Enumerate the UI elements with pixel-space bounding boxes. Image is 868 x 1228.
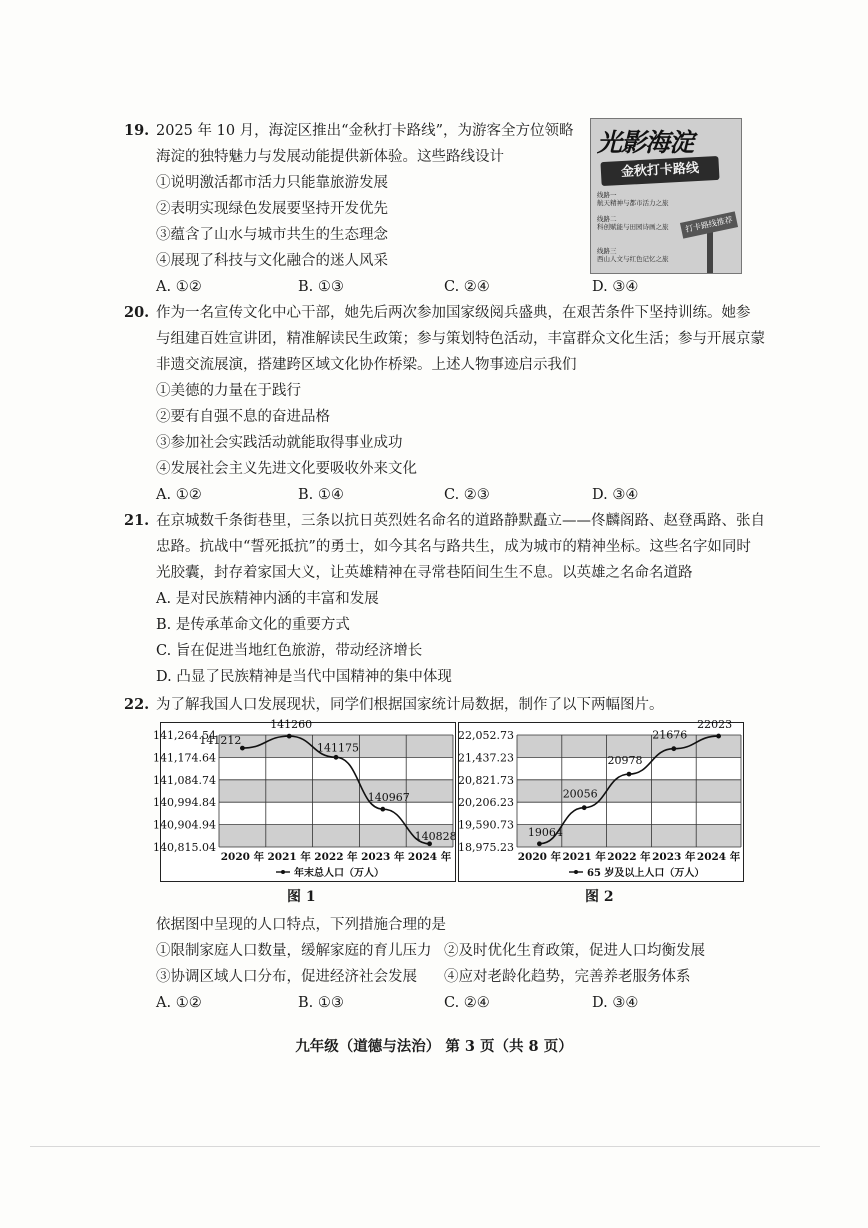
q19-choice-a: A. ①② (156, 279, 202, 295)
q19-choice-c: C. ②④ (444, 279, 490, 295)
fig2-legend-label: 65 岁及以上人口（万人） (587, 868, 705, 879)
q22-choice-d: D. ③④ (592, 995, 639, 1011)
fig2-data-label: 20978 (607, 754, 643, 768)
fig2-data-point (671, 746, 676, 751)
poster-route2: 科创赋能与田园诗画之旅 (597, 223, 669, 231)
fig2-data-point (627, 772, 632, 777)
fig1-ytick-label: 140,994.84 (153, 796, 216, 810)
fig1-ytick-label: 140,815.04 (153, 841, 216, 854)
q20-option-4: ④发展社会主义先进文化要吸收外来文化 (156, 461, 417, 477)
q22-option-4: ④应对老龄化趋势，完善养老服务体系 (444, 969, 691, 985)
fig1-legend-marker (281, 870, 285, 874)
q20-stem-line1: 作为一名宣传文化中心干部，她先后两次参加国家级阅兵盛典，在艰苦条件下坚持训练。她参 (156, 305, 751, 321)
fig1-data-label: 140967 (367, 791, 410, 805)
poster-route1-name: 线路一 (597, 191, 617, 199)
q22-prompt: 依据图中呈现的人口特点，下列措施合理的是 (156, 917, 446, 933)
q20-choice-b: B. ①④ (298, 487, 344, 503)
poster-sign: 打卡路线推荐 (680, 211, 738, 238)
fig2-ytick-label: 18,975.23 (458, 841, 514, 854)
fig1-ytick-label: 141,084.74 (153, 773, 216, 787)
q20-option-3: ③参加社会实践活动就能取得事业成功 (156, 435, 403, 451)
q19-stem-line2: 海淀的独特魅力与发展动能提供新体验。这些路线设计 (156, 149, 504, 165)
q19-number: 19. (124, 122, 150, 139)
fig1-data-label: 141212 (199, 734, 242, 748)
q21-stem-line3: 光胶囊，封存着家国大义，让英雄精神在寻常巷陌间生生不息。以英雄之名命名道路 (156, 565, 693, 581)
bottom-divider (30, 1146, 820, 1147)
q22-stem: 为了解我国人口发展现状，同学们根据国家统计局数据，制作了以下两幅图片。 (156, 697, 664, 713)
fig2-xtick-label: 2022 年 (607, 851, 651, 863)
fig1-grid-band (219, 780, 453, 805)
fig2-xtick-label: 2021 年 (562, 851, 606, 863)
fig2-data-point (582, 805, 587, 810)
q20-choice-c: C. ②③ (444, 487, 490, 503)
q21-option-d: D. 凸显了民族精神是当代中国精神的集中体现 (156, 669, 452, 685)
fig2-xtick-label: 2024 年 (696, 851, 741, 863)
q22-number: 22. (124, 696, 150, 713)
fig1-xtick-label: 2021 年 (267, 851, 311, 863)
fig1-xtick-label: 2020 年 (220, 851, 265, 863)
figure-1-caption: 图 1 (287, 889, 316, 905)
fig1-xtick-label: 2023 年 (361, 851, 405, 863)
fig2-data-point (537, 841, 542, 846)
q22-choice-b: B. ①③ (298, 995, 344, 1011)
fig1-data-label: 141260 (270, 718, 313, 732)
fig1-ytick-label: 140,904.94 (153, 818, 216, 832)
q21-option-b: B. 是传承革命文化的重要方式 (156, 617, 350, 633)
fig2-legend-marker (574, 870, 578, 874)
signpost-pole (707, 231, 713, 273)
fig2-ytick-label: 20,821.73 (458, 773, 514, 787)
poster-route3-name: 线路三 (597, 247, 617, 255)
fig2-data-point (716, 734, 721, 739)
fig2-grid-band (517, 780, 741, 802)
q20-choice-d: D. ③④ (592, 487, 639, 503)
fig2-xtick-label: 2020 年 (517, 851, 562, 863)
q20-option-2: ②要有自强不息的奋进品格 (156, 409, 330, 425)
q19-choice-b: B. ①③ (298, 279, 344, 295)
fig1-ytick-label: 141,264.54 (153, 729, 216, 742)
figure-1-total-population-chart (153, 718, 457, 881)
fig2-ytick-label: 20,206.23 (458, 796, 514, 810)
fig1-data-point (334, 755, 339, 760)
figure-2-elderly-population-chart (458, 718, 743, 881)
fig2-data-label: 20056 (562, 787, 598, 801)
poster-route2-name: 线路二 (597, 215, 617, 223)
q21-number: 21. (124, 512, 150, 529)
figure-1-box (153, 718, 457, 882)
q19-option-2: ②表明实现绿色发展要坚持开发优先 (156, 201, 388, 217)
fig2-ytick-label: 22,052.73 (458, 729, 514, 742)
poster-subtitle: 金秋打卡路线 (600, 156, 719, 186)
poster-title: 光影海淀 (597, 128, 694, 157)
fig1-data-label: 140828 (414, 829, 457, 843)
fig1-xtick-label: 2022 年 (314, 851, 358, 863)
fig1-data-label: 141175 (317, 741, 359, 755)
q19-option-1: ①说明激活都市活力只能靠旅游发展 (156, 175, 388, 191)
q22-option-3: ③协调区域人口分布，促进经济社会发展 (156, 969, 417, 985)
q22-choice-a: A. ①② (156, 995, 202, 1011)
q21-stem-line2: 忠路。抗战中“誓死抵抗”的勇士，如今其名与路共生，成为城市的精神坐标。这些名字如同时 (156, 539, 751, 555)
q20-stem-line2: 与组建百姓宣讲团，精准解读民生政策；参与策划特色活动，丰富群众文化生活；参与开展京蒙 (156, 331, 765, 347)
fig2-ytick-label: 21,437.23 (458, 751, 514, 765)
q21-option-a: A. 是对民族精神内涵的丰富和发展 (156, 591, 379, 607)
q20-choice-a: A. ①② (156, 487, 202, 503)
q21-option-c: C. 旨在促进当地红色旅游，带动经济增长 (156, 643, 423, 659)
fig1-xtick-label: 2024 年 (407, 851, 452, 863)
q22-option-1: ①限制家庭人口数量，缓解家庭的育儿压力 (156, 943, 432, 959)
figure-2-box (458, 718, 744, 882)
fig1-data-point (380, 807, 385, 812)
route-poster-image (590, 118, 742, 274)
q20-option-1: ①美德的力量在于践行 (156, 383, 301, 399)
fig1-ytick-label: 141,174.64 (153, 751, 216, 765)
q19-stem-line1: 2025 年 10 月，海淀区推出“金秋打卡路线”，为游客全方位领略 (156, 123, 574, 139)
fig2-xtick-label: 2023 年 (652, 851, 696, 863)
page-footer: 九年级（道德与法治） 第 3 页（共 8 页） (295, 1038, 573, 1055)
q20-number: 20. (124, 304, 150, 321)
fig2-ytick-label: 19,590.73 (458, 818, 514, 832)
q19-option-3: ③蕴含了山水与城市共生的生态理念 (156, 227, 388, 243)
fig1-data-point (287, 734, 292, 739)
q20-stem-line3: 非遗交流展演，搭建跨区域文化协作桥梁。上述人物事迹启示我们 (156, 357, 577, 373)
q22-choice-c: C. ②④ (444, 995, 490, 1011)
fig2-data-label: 21676 (652, 728, 688, 742)
fig2-data-label: 22023 (697, 718, 733, 732)
poster-route3: 西山人文与红色记忆之旅 (597, 255, 669, 263)
poster-route1: 航天精神与都市活力之旅 (597, 199, 669, 207)
fig1-legend-label: 年末总人口（万人） (294, 868, 384, 879)
q22-option-2: ②及时优化生育政策，促进人口均衡发展 (444, 943, 705, 959)
q19-choice-d: D. ③④ (592, 279, 639, 295)
q19-option-4: ④展现了科技与文化融合的迷人风采 (156, 253, 388, 269)
fig2-data-label: 19064 (527, 825, 563, 839)
figure-2-caption: 图 2 (585, 889, 614, 905)
q21-stem-line1: 在京城数千条街巷里，三条以抗日英烈姓名命名的道路静默矗立——佟麟阁路、赵登禹路、张自 (156, 513, 765, 529)
